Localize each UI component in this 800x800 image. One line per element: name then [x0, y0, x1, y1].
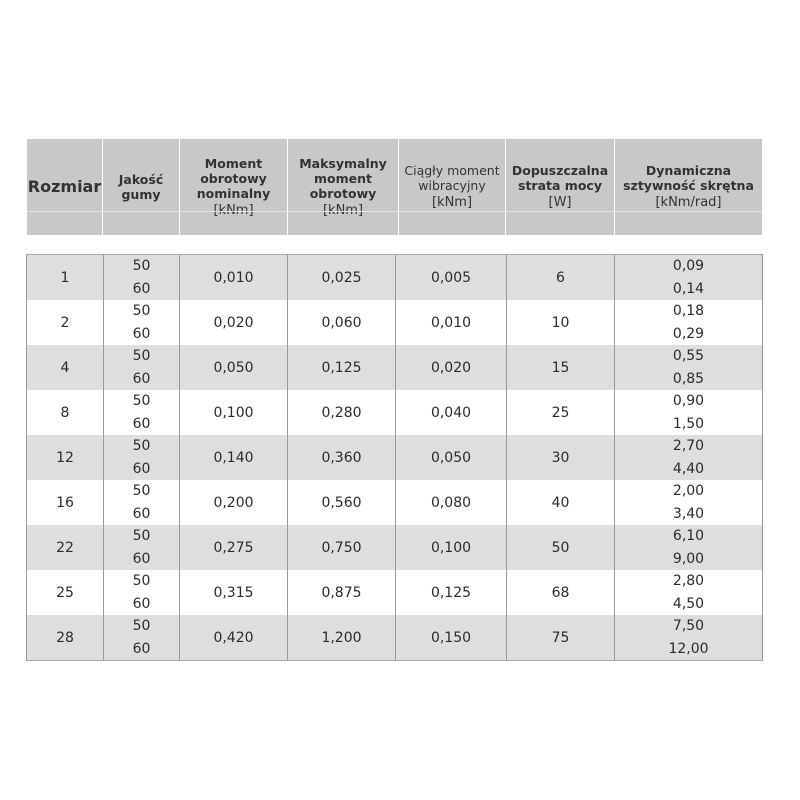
- cell-quality-a: 50: [132, 573, 151, 589]
- cell-power-loss: 40: [507, 480, 615, 525]
- cell-stiffness-a: 0,09: [672, 258, 705, 274]
- cell-rubber-quality: [104, 390, 180, 435]
- table-row: [27, 480, 763, 525]
- data-table: [26, 254, 763, 661]
- cell-vibration-torque: 0,080: [396, 480, 507, 525]
- cell-stiffness-a: 2,70: [672, 438, 705, 454]
- cell-quality-b: 60: [132, 596, 151, 612]
- cell-stiffness-b: 0,29: [672, 326, 705, 342]
- cell-quality-a: 50: [132, 258, 151, 274]
- cell-power-loss: 50: [507, 525, 615, 570]
- header-power-loss: [506, 139, 615, 235]
- cell-torsional-stiffness: [615, 345, 763, 390]
- cell-max-torque: 0,025: [288, 255, 396, 301]
- header-power-loss-unit: [W]: [548, 195, 572, 210]
- table-row: [27, 525, 763, 570]
- cell-quality-a: 50: [132, 303, 151, 319]
- cell-max-torque: 0,280: [288, 390, 396, 435]
- cell-power-loss: 25: [507, 390, 615, 435]
- cell-nominal-torque: 0,315: [180, 570, 288, 615]
- table-row: [27, 345, 763, 390]
- cell-nominal-torque: 0,020: [180, 300, 288, 345]
- cell-max-torque: 0,875: [288, 570, 396, 615]
- table-row: [27, 300, 763, 345]
- cell-quality-b: 60: [132, 461, 151, 477]
- cell-torsional-stiffness: [615, 435, 763, 480]
- cell-power-loss: 10: [507, 300, 615, 345]
- cell-torsional-stiffness: [615, 570, 763, 615]
- header-size: [27, 139, 103, 235]
- header-nominal-torque: [180, 139, 288, 235]
- cell-quality-a: 50: [132, 528, 151, 544]
- header-max-torque: [288, 139, 399, 235]
- cell-max-torque: 0,750: [288, 525, 396, 570]
- cell-stiffness-a: 0,55: [672, 348, 705, 364]
- cell-size: 1: [27, 255, 104, 301]
- cell-stiffness-a: 0,90: [672, 393, 705, 409]
- cell-rubber-quality: [104, 345, 180, 390]
- header-max-torque-title: Maksymalny moment obrotowy: [299, 155, 387, 201]
- cell-stiffness-b: 9,00: [672, 551, 705, 567]
- cell-power-loss: 15: [507, 345, 615, 390]
- header-power-loss-title: Dopuszczalna strata mocy: [511, 163, 609, 193]
- cell-torsional-stiffness: [615, 300, 763, 345]
- table-row: [27, 570, 763, 615]
- cell-stiffness-b: 0,14: [672, 281, 705, 297]
- cell-quality-b: 60: [132, 551, 151, 567]
- header-torsional-stiffness-unit: [kNm/rad]: [655, 195, 722, 210]
- cell-stiffness-a: 2,00: [672, 483, 705, 499]
- table-row: [27, 615, 763, 661]
- cell-rubber-quality: [104, 255, 180, 301]
- cell-quality-a: 50: [132, 438, 151, 454]
- cell-torsional-stiffness: [615, 525, 763, 570]
- cell-size: 22: [27, 525, 104, 570]
- cell-rubber-quality: [104, 525, 180, 570]
- cell-rubber-quality: [104, 435, 180, 480]
- header-vibration-torque: [399, 139, 506, 235]
- cell-stiffness-a: 7,50: [672, 618, 705, 634]
- cell-stiffness-b: 0,85: [672, 371, 705, 387]
- cell-stiffness-a: 2,80: [672, 573, 705, 589]
- cell-size: 2: [27, 300, 104, 345]
- cell-rubber-quality: [104, 615, 180, 661]
- cell-size: 16: [27, 480, 104, 525]
- cell-size: 28: [27, 615, 104, 661]
- cell-nominal-torque: 0,275: [180, 525, 288, 570]
- cell-quality-b: 60: [132, 416, 151, 432]
- cell-rubber-quality: [104, 570, 180, 615]
- cell-quality-b: 60: [132, 641, 151, 657]
- cell-size: 12: [27, 435, 104, 480]
- cell-quality-a: 50: [132, 393, 151, 409]
- cell-max-torque: 0,560: [288, 480, 396, 525]
- cell-max-torque: 0,125: [288, 345, 396, 390]
- cell-quality-b: 60: [132, 281, 151, 297]
- cell-quality-b: 60: [132, 326, 151, 342]
- cell-nominal-torque: 0,200: [180, 480, 288, 525]
- cell-max-torque: 0,360: [288, 435, 396, 480]
- cell-vibration-torque: 0,100: [396, 525, 507, 570]
- cell-vibration-torque: 0,050: [396, 435, 507, 480]
- cell-power-loss: 68: [507, 570, 615, 615]
- header-torsional-stiffness-title: Dynamiczna sztywność skrętna: [623, 163, 754, 193]
- cell-rubber-quality: [104, 300, 180, 345]
- header-size-title: Rozmiar: [27, 177, 102, 196]
- cell-nominal-torque: 0,420: [180, 615, 288, 661]
- cell-stiffness-b: 4,40: [672, 461, 705, 477]
- table-row: [27, 390, 763, 435]
- table-row: [27, 435, 763, 480]
- cell-size: 8: [27, 390, 104, 435]
- table-header: [27, 139, 762, 235]
- cell-torsional-stiffness: [615, 255, 763, 301]
- cell-rubber-quality: [104, 480, 180, 525]
- cell-stiffness-b: 12,00: [668, 641, 709, 657]
- cell-nominal-torque: 0,140: [180, 435, 288, 480]
- header-rubber-quality-title: Jakość gumy: [118, 172, 164, 202]
- cell-quality-b: 60: [132, 371, 151, 387]
- cell-torsional-stiffness: [615, 390, 763, 435]
- header-vibration-torque-title: Ciągły moment wibracyjny: [404, 163, 500, 193]
- table-row: [27, 255, 763, 301]
- cell-stiffness-a: 0,18: [672, 303, 705, 319]
- cell-power-loss: 75: [507, 615, 615, 661]
- cell-quality-a: 50: [132, 618, 151, 634]
- cell-max-torque: 0,060: [288, 300, 396, 345]
- header-torsional-stiffness: [615, 139, 762, 235]
- cell-vibration-torque: 0,150: [396, 615, 507, 661]
- cell-quality-a: 50: [132, 483, 151, 499]
- cell-size: 4: [27, 345, 104, 390]
- header-rubber-quality: [103, 139, 180, 235]
- cell-nominal-torque: 0,050: [180, 345, 288, 390]
- header-vibration-torque-unit: [kNm]: [431, 195, 473, 210]
- cell-vibration-torque: 0,005: [396, 255, 507, 301]
- cell-nominal-torque: 0,010: [180, 255, 288, 301]
- cell-nominal-torque: 0,100: [180, 390, 288, 435]
- header-nominal-torque-unit: [kNm]: [213, 202, 254, 218]
- cell-power-loss: 30: [507, 435, 615, 480]
- cell-size: 25: [27, 570, 104, 615]
- cell-quality-a: 50: [132, 348, 151, 364]
- cell-vibration-torque: 0,125: [396, 570, 507, 615]
- cell-vibration-torque: 0,020: [396, 345, 507, 390]
- cell-stiffness-b: 1,50: [672, 416, 705, 432]
- cell-stiffness-b: 3,40: [672, 506, 705, 522]
- header-max-torque-unit: [kNm]: [322, 202, 364, 218]
- cell-torsional-stiffness: [615, 480, 763, 525]
- cell-torsional-stiffness: [615, 615, 763, 661]
- cell-quality-b: 60: [132, 506, 151, 522]
- cell-vibration-torque: 0,010: [396, 300, 507, 345]
- cell-stiffness-b: 4,50: [672, 596, 705, 612]
- cell-power-loss: 6: [507, 255, 615, 301]
- cell-stiffness-a: 6,10: [672, 528, 705, 544]
- cell-vibration-torque: 0,040: [396, 390, 507, 435]
- cell-max-torque: 1,200: [288, 615, 396, 661]
- header-nominal-torque-title: Moment obrotowy nominalny: [196, 155, 271, 201]
